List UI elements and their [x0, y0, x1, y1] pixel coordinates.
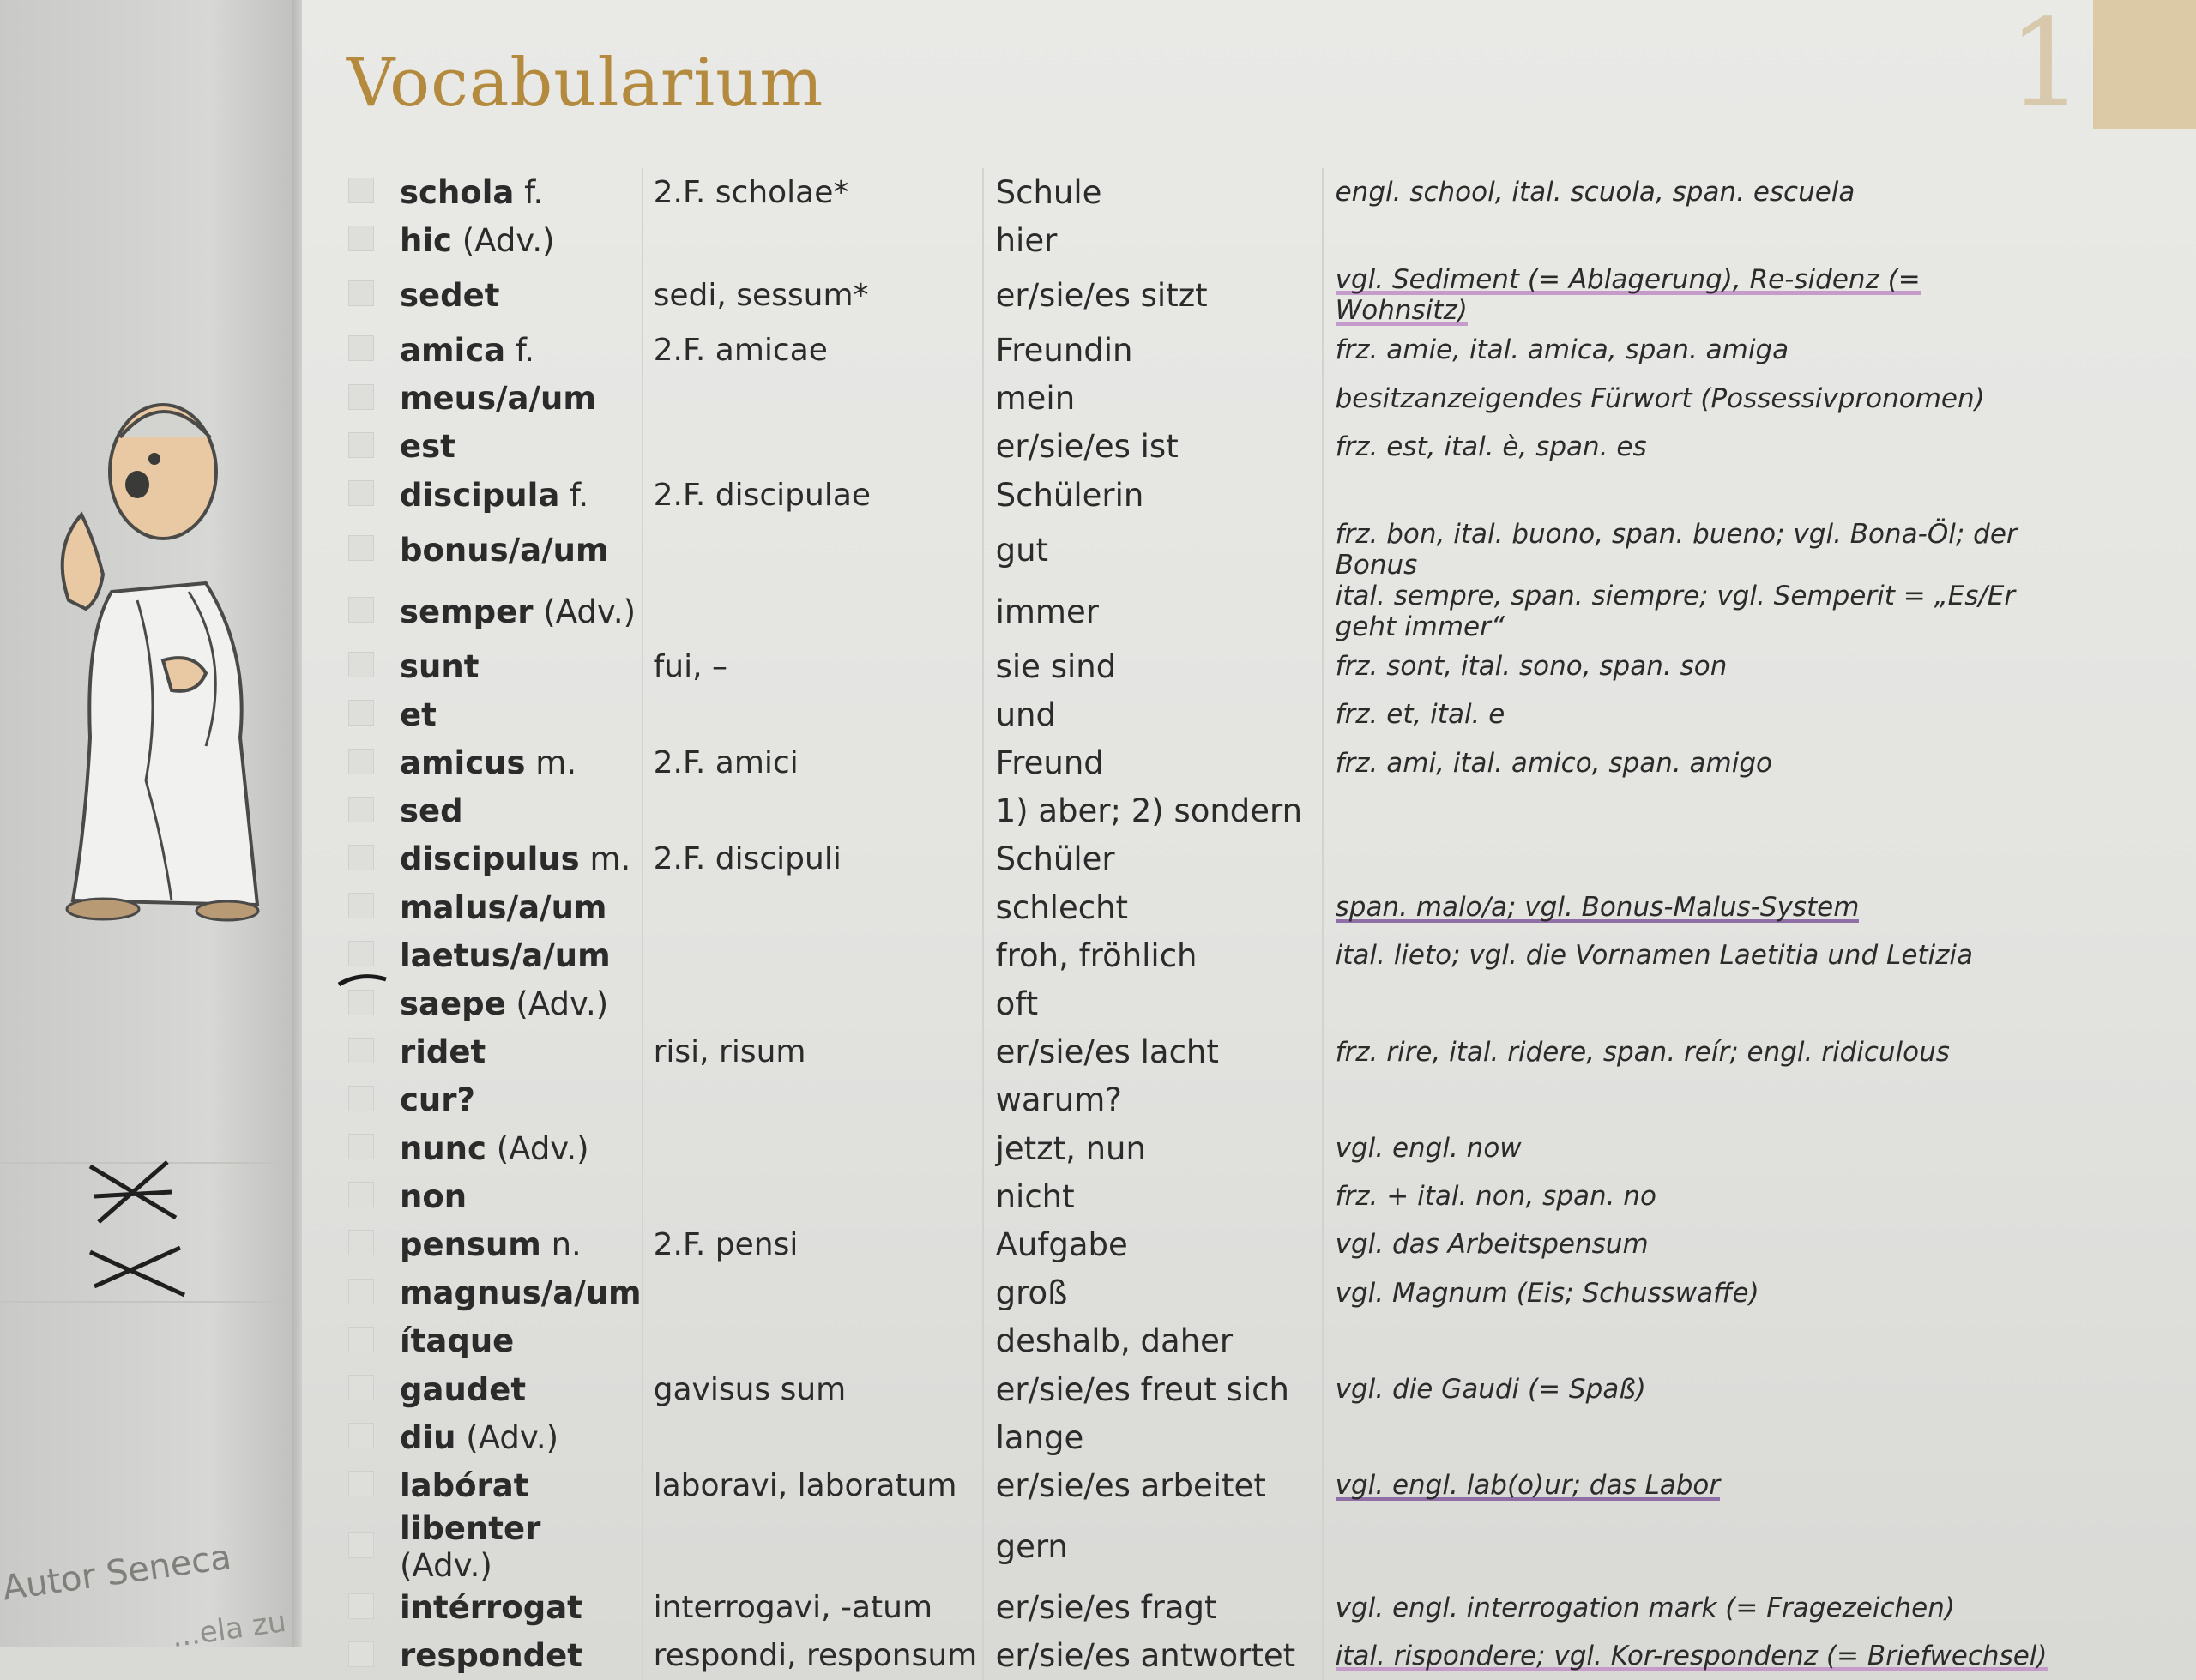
german-cell: lange	[983, 1413, 1323, 1461]
latin-word: hic	[400, 221, 452, 259]
latin-cell	[383, 1510, 643, 1584]
german-cell: Freundin	[983, 326, 1323, 374]
latin-cell	[383, 1028, 643, 1076]
vocab-row-box	[343, 519, 383, 581]
note-text: vgl. engl. now	[1335, 1133, 1522, 1165]
chapter-number: 1	[2007, 0, 2084, 134]
german-cell: Schülerin	[983, 471, 1323, 519]
vocab-row-box	[343, 581, 383, 642]
forms-cell	[643, 1124, 983, 1172]
vocab-row-box	[343, 690, 383, 738]
latin-word: malus/a/um	[400, 888, 607, 926]
german-cell: mein	[983, 375, 1323, 423]
vocab-row-box	[343, 1124, 383, 1172]
german-cell: gern	[983, 1510, 1323, 1584]
vocab-row-box	[343, 1028, 383, 1076]
forms-cell	[643, 931, 983, 979]
vocab-row	[343, 168, 2059, 216]
latin-word: semper	[400, 593, 534, 630]
checkbox[interactable]	[348, 1593, 374, 1619]
vocab-row	[343, 581, 2059, 642]
latin-word: est	[400, 428, 455, 466]
german-cell: er/sie/es antwortet	[983, 1632, 1323, 1680]
note-cell	[1323, 519, 2059, 581]
forms-cell	[643, 690, 983, 738]
note-text: ital. rispondere; vgl. Kor-respondenz (= Briefwechsel)	[1335, 1640, 2048, 1671]
note-text: vgl. Sediment (= Ablagerung), Re-sidenz (= Wohnsitz)	[1335, 264, 1921, 327]
german-cell: Schüler	[983, 835, 1323, 883]
note-cell	[1323, 1269, 2059, 1317]
latin-cell	[383, 326, 643, 374]
note-cell	[1323, 1317, 2059, 1365]
vocab-row	[343, 835, 2059, 883]
vocab-row	[343, 739, 2059, 787]
checkbox[interactable]	[348, 893, 374, 918]
checkbox[interactable]	[348, 1375, 374, 1400]
checkbox[interactable]	[348, 1230, 374, 1255]
forms-cell	[643, 375, 983, 423]
checkbox[interactable]	[348, 597, 374, 623]
checkbox[interactable]	[348, 535, 374, 561]
checkbox[interactable]	[348, 749, 374, 774]
checkbox[interactable]	[348, 1038, 374, 1063]
checkbox[interactable]	[348, 1279, 374, 1304]
vocab-row-box	[343, 216, 383, 264]
forms-cell: 2.F. discipulae	[643, 471, 983, 519]
note-text: ital. sempre, span. siempre; vgl. Semperit = „Es/Er geht immer“	[1335, 581, 2016, 643]
latin-word: meus/a/um	[400, 380, 596, 418]
note-cell	[1323, 216, 2059, 264]
checkbox[interactable]	[348, 1327, 374, 1352]
vocab-row-box	[343, 423, 383, 471]
note-text: frz. ami, ital. amico, span. amigo	[1335, 747, 1773, 779]
latin-word: laetus/a/um	[400, 936, 611, 974]
latin-word: amica	[400, 331, 506, 369]
german-cell: deshalb, daher	[983, 1317, 1323, 1365]
forms-cell: 2.F. discipuli	[643, 835, 983, 883]
chapter-tab	[2093, 0, 2196, 129]
latin-cell	[383, 690, 643, 738]
forms-cell	[643, 1317, 983, 1365]
latin-word: libenter	[400, 1509, 541, 1547]
german-cell: Schule	[983, 168, 1323, 216]
vocab-row	[343, 1461, 2059, 1509]
note-cell	[1323, 1220, 2059, 1268]
latin-cell	[383, 1584, 643, 1632]
note-text: frz. amie, ital. amica, span. amiga	[1335, 334, 1789, 366]
handwritten-cross-marks	[81, 1158, 193, 1304]
checkbox[interactable]	[348, 226, 374, 251]
vocab-row	[343, 1220, 2059, 1268]
note-text: engl. school, ital. scuola, span. escuela	[1335, 177, 1855, 208]
vocab-row-box	[343, 1584, 383, 1632]
note-cell	[1323, 931, 2059, 979]
vocab-row	[343, 1172, 2059, 1220]
latin-word: ítaque	[400, 1322, 515, 1360]
checkbox[interactable]	[348, 178, 374, 203]
latin-cell	[383, 835, 643, 883]
note-cell	[1323, 1028, 2059, 1076]
forms-cell: 2.F. amici	[643, 739, 983, 787]
grammar-tag: f.	[514, 173, 544, 211]
note-cell	[1323, 471, 2059, 519]
latin-word: cur?	[400, 1081, 475, 1119]
german-cell: er/sie/es freut sich	[983, 1365, 1323, 1413]
german-cell: er/sie/es lacht	[983, 1028, 1323, 1076]
note-text: vgl. engl. interrogation mark (= Fragezeichen)	[1335, 1592, 1955, 1623]
note-text: vgl. engl. lab(o)ur; das Labor	[1335, 1470, 1721, 1502]
german-cell: er/sie/es arbeitet	[983, 1461, 1323, 1509]
german-cell: sie sind	[983, 642, 1323, 690]
german-cell: groß	[983, 1269, 1323, 1317]
grammar-tag: (Adv.)	[533, 593, 636, 630]
latin-cell	[383, 1220, 643, 1268]
note-cell	[1323, 168, 2059, 216]
note-cell	[1323, 739, 2059, 787]
latin-cell	[383, 264, 643, 326]
vocab-row	[343, 519, 2059, 581]
forms-cell: respondi, responsum	[643, 1632, 983, 1680]
note-text: frz. rire, ital. ridere, span. reír; engl. ridiculous	[1335, 1036, 1950, 1068]
grammar-tag: m.	[579, 840, 631, 878]
note-cell	[1323, 642, 2059, 690]
latin-word: nunc	[400, 1129, 486, 1167]
note-text: frz. sont, ital. sono, span. son	[1335, 651, 1728, 683]
forms-cell: laboravi, laboratum	[643, 1461, 983, 1509]
latin-word: discipulus	[400, 840, 580, 878]
vocab-row	[343, 375, 2059, 423]
latin-word: pensum	[400, 1225, 541, 1263]
german-cell: oft	[983, 979, 1323, 1027]
forms-cell: 2.F. scholae*	[643, 168, 983, 216]
vocab-row	[343, 1076, 2059, 1124]
forms-cell: 2.F. pensi	[643, 1220, 983, 1268]
vocab-row	[343, 471, 2059, 519]
latin-word: non	[400, 1177, 468, 1215]
vocab-row	[343, 787, 2059, 835]
left-caption-fragment: ...ela zu	[169, 1604, 288, 1655]
note-text: frz. est, ital. è, span. es	[1335, 431, 1647, 462]
vocab-row	[343, 931, 2059, 979]
latin-word: amicus	[400, 744, 526, 782]
checkbox[interactable]	[348, 335, 374, 361]
note-text: frz. bon, ital. buono, span. bueno; vgl. Bona-Öl; der Bonus	[1335, 519, 2018, 581]
vocab-row-box	[343, 787, 383, 835]
vocab-row-box	[343, 1510, 383, 1584]
note-cell	[1323, 690, 2059, 738]
checkbox[interactable]	[348, 480, 374, 506]
german-cell: 1) aber; 2) sondern	[983, 787, 1323, 835]
vocab-row	[343, 326, 2059, 374]
checkbox[interactable]	[348, 845, 374, 870]
vocab-row-box	[343, 739, 383, 787]
latin-cell	[383, 883, 643, 931]
vocab-row	[343, 979, 2059, 1027]
forms-cell: gavisus sum	[643, 1365, 983, 1413]
latin-word: labórat	[400, 1466, 529, 1504]
note-text: vgl. Magnum (Eis; Schusswaffe)	[1335, 1277, 1759, 1309]
german-cell: er/sie/es sitzt	[983, 264, 1323, 326]
note-text: frz. + ital. non, span. no	[1335, 1181, 1656, 1213]
checkbox[interactable]	[348, 1086, 374, 1111]
note-cell	[1323, 375, 2059, 423]
note-text: frz. et, ital. e	[1335, 699, 1505, 731]
note-cell	[1323, 787, 2059, 835]
german-cell: Aufgabe	[983, 1220, 1323, 1268]
note-text: vgl. das Arbeitspensum	[1335, 1229, 1649, 1261]
checkbox[interactable]	[348, 1532, 374, 1558]
left-caption: Autor Seneca	[0, 1537, 234, 1609]
latin-word: saepe	[400, 985, 506, 1023]
latin-word: sedet	[400, 276, 500, 314]
note-text: span. malo/a; vgl. Bonus-Malus-System	[1335, 892, 1860, 924]
latin-cell	[383, 979, 643, 1027]
forms-cell	[643, 1172, 983, 1220]
latin-cell	[383, 1172, 643, 1220]
checkbox[interactable]	[348, 990, 374, 1015]
note-cell	[1323, 979, 2059, 1027]
grammar-tag: n.	[540, 1225, 582, 1263]
note-cell	[1323, 1461, 2059, 1509]
latin-cell	[383, 642, 643, 690]
german-cell: er/sie/es fragt	[983, 1584, 1323, 1632]
latin-cell	[383, 216, 643, 264]
vocab-row-box	[343, 1632, 383, 1680]
latin-word: diu	[400, 1418, 456, 1456]
note-cell	[1323, 1413, 2059, 1461]
vocab-row-box	[343, 1269, 383, 1317]
latin-word: gaudet	[400, 1370, 527, 1408]
forms-cell	[643, 1269, 983, 1317]
grammar-tag: (Adv.)	[451, 221, 555, 259]
german-cell: nicht	[983, 1172, 1323, 1220]
vocab-row-box	[343, 1365, 383, 1413]
forms-cell: 2.F. amicae	[643, 326, 983, 374]
forms-cell	[643, 979, 983, 1027]
german-cell: froh, fröhlich	[983, 931, 1323, 979]
vocab-row	[343, 642, 2059, 690]
german-cell: hier	[983, 216, 1323, 264]
note-cell	[1323, 264, 2059, 326]
latin-word: ridet	[400, 1033, 486, 1071]
latin-word: et	[400, 695, 437, 733]
latin-cell	[383, 471, 643, 519]
grammar-tag: (Adv.)	[400, 1546, 492, 1584]
vocab-row-box	[343, 642, 383, 690]
latin-word: intérrogat	[400, 1589, 582, 1627]
vocab-row	[343, 1584, 2059, 1632]
latin-word: sed	[400, 792, 463, 830]
latin-word: sunt	[400, 647, 480, 685]
note-cell	[1323, 1584, 2059, 1632]
vocab-row-box	[343, 1076, 383, 1124]
vocab-row-box	[343, 883, 383, 931]
grammar-tag: (Adv.)	[486, 1129, 589, 1167]
vocab-row	[343, 690, 2059, 738]
vocab-row	[343, 1365, 2059, 1413]
german-cell: schlecht	[983, 883, 1323, 931]
checkbox[interactable]	[348, 1471, 374, 1496]
page-title: Vocabularium	[347, 45, 824, 122]
forms-cell: sedi, sessum*	[643, 264, 983, 326]
vocab-row-box	[343, 1413, 383, 1461]
german-cell: er/sie/es ist	[983, 423, 1323, 471]
vocabulary-table	[343, 168, 2059, 1680]
forms-cell	[643, 581, 983, 642]
vocab-row-box	[343, 168, 383, 216]
latin-cell	[383, 1124, 643, 1172]
forms-cell	[643, 1413, 983, 1461]
vocab-row	[343, 216, 2059, 264]
vocab-row	[343, 264, 2059, 326]
note-cell	[1323, 1632, 2059, 1680]
note-cell	[1323, 883, 2059, 931]
note-text: vgl. die Gaudi (= Spaß)	[1335, 1374, 1646, 1406]
forms-cell	[643, 423, 983, 471]
vocab-row-box	[343, 326, 383, 374]
vocab-row-box	[343, 835, 383, 883]
german-cell: gut	[983, 519, 1323, 581]
vocab-row	[343, 1269, 2059, 1317]
latin-word: discipula	[400, 476, 560, 514]
german-cell: warum?	[983, 1076, 1323, 1124]
forms-cell	[643, 1510, 983, 1584]
note-cell	[1323, 1124, 2059, 1172]
forms-cell	[643, 519, 983, 581]
checkbox[interactable]	[348, 1423, 374, 1448]
forms-cell: risi, risum	[643, 1028, 983, 1076]
grammar-tag: f.	[505, 331, 534, 369]
vocab-row-box	[343, 1172, 383, 1220]
forms-cell: fui, –	[643, 642, 983, 690]
checkbox[interactable]	[348, 280, 374, 306]
latin-cell	[383, 168, 643, 216]
vocab-row	[343, 1317, 2059, 1365]
latin-cell	[383, 581, 643, 642]
checkbox[interactable]	[348, 432, 374, 458]
checkbox[interactable]	[348, 941, 374, 966]
vocab-row-box	[343, 1317, 383, 1365]
german-cell: immer	[983, 581, 1323, 642]
latin-cell	[383, 423, 643, 471]
vocab-row	[343, 1510, 2059, 1584]
seneca-illustration	[34, 377, 283, 943]
checkbox[interactable]	[348, 1182, 374, 1207]
vocab-row-box	[343, 375, 383, 423]
note-cell	[1323, 1365, 2059, 1413]
checkbox[interactable]	[348, 384, 374, 410]
grammar-tag: (Adv.)	[505, 985, 609, 1023]
latin-cell	[383, 1461, 643, 1509]
note-text: besitzanzeigendes Fürwort (Possessivpronomen)	[1335, 382, 1985, 414]
vocab-row-box	[343, 931, 383, 979]
note-cell	[1323, 1510, 2059, 1584]
forms-cell	[643, 1076, 983, 1124]
forms-cell: interrogavi, -atum	[643, 1584, 983, 1632]
forms-cell	[643, 216, 983, 264]
forms-cell	[643, 883, 983, 931]
latin-cell	[383, 1317, 643, 1365]
latin-cell	[383, 1365, 643, 1413]
vocab-row	[343, 1413, 2059, 1461]
note-cell	[1323, 1076, 2059, 1124]
latin-cell	[383, 1413, 643, 1461]
latin-cell	[383, 519, 643, 581]
note-cell	[1323, 835, 2059, 883]
note-text: ital. lieto; vgl. die Vornamen Laetitia und Letizia	[1335, 940, 1974, 972]
vocab-row-box	[343, 979, 383, 1027]
note-cell	[1323, 326, 2059, 374]
forms-cell	[643, 787, 983, 835]
checkbox[interactable]	[348, 1134, 374, 1159]
latin-cell	[383, 1632, 643, 1680]
vocab-row	[343, 1028, 2059, 1076]
latin-word: bonus/a/um	[400, 531, 609, 569]
vocab-row-box	[343, 1220, 383, 1268]
german-cell: jetzt, nun	[983, 1124, 1323, 1172]
vocab-row	[343, 1632, 2059, 1680]
latin-cell	[383, 739, 643, 787]
latin-word: respondet	[400, 1637, 582, 1675]
checkbox[interactable]	[348, 797, 374, 822]
vocab-row-box	[343, 1461, 383, 1509]
checkbox[interactable]	[348, 652, 374, 677]
latin-cell	[383, 787, 643, 835]
checkbox[interactable]	[348, 1641, 374, 1667]
vocab-row	[343, 1124, 2059, 1172]
note-cell	[1323, 423, 2059, 471]
latin-cell	[383, 1269, 643, 1317]
checkbox[interactable]	[348, 700, 374, 726]
vocab-row	[343, 883, 2059, 931]
note-cell	[1323, 1172, 2059, 1220]
latin-word: magnus/a/um	[400, 1274, 642, 1312]
vocab-row-box	[343, 471, 383, 519]
note-cell	[1323, 581, 2059, 642]
latin-cell	[383, 375, 643, 423]
german-cell: Freund	[983, 739, 1323, 787]
vocab-row-box	[343, 264, 383, 326]
latin-cell	[383, 1076, 643, 1124]
latin-cell	[383, 931, 643, 979]
vocab-row	[343, 423, 2059, 471]
latin-word: schola	[400, 173, 515, 211]
grammar-tag: (Adv.)	[455, 1418, 559, 1456]
german-cell: und	[983, 690, 1323, 738]
grammar-tag: m.	[525, 744, 577, 782]
grammar-tag: f.	[559, 476, 589, 514]
